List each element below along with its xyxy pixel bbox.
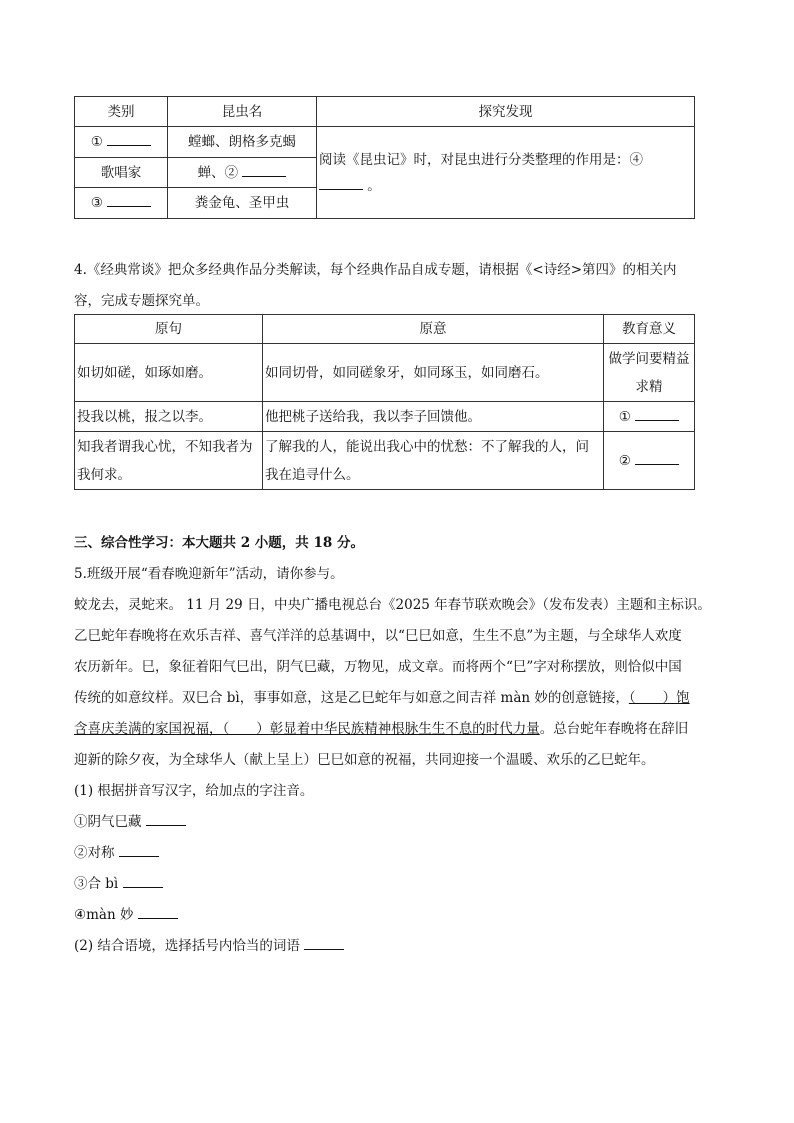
table-header: 原意	[263, 315, 604, 344]
passage-line: 农历新年。巳，象征着阳气巳出，阴气巳藏，万物见，成文章。而将两个“巳”字对称摆放，则恰似中国	[74, 659, 682, 675]
table-cell: 歌唱家	[75, 158, 168, 188]
table-header: 探究发现	[317, 97, 695, 127]
table-cell: 他把桃子送给我，我以李子回馈他。	[263, 402, 604, 432]
table-cell: 如同切骨，如同磋象牙，如同琢玉，如同磨石。	[263, 344, 604, 402]
table-cell: 做学问要精益 求精	[604, 344, 695, 402]
answer-blank[interactable]	[123, 873, 163, 888]
question-4-line1: 4.《经典常谈》把众多经典作品分类解读，每个经典作品自成专题，请根据《<诗经>第四》的相关内	[74, 262, 677, 278]
table-cell: 投我以桃，报之以李。	[75, 402, 263, 432]
classics-study-table	[74, 314, 695, 490]
table-cell: 蝉、②	[168, 158, 317, 188]
answer-blank[interactable]	[146, 811, 186, 826]
passage-line: 传统的如意纹样。双巳合 bì，事事如意，这是乙巳蛇年与如意之间吉祥 màn 妙的创意链接，（ ）饱	[74, 690, 690, 706]
table-cell: ③	[75, 188, 168, 219]
passage-line: 乙巳蛇年春晚将在欢乐吉祥、喜气洋洋的总基调中，以“巳巳如意，生生不息”为主题，与全球华人欢度	[74, 628, 682, 644]
answer-blank[interactable]	[635, 406, 679, 421]
sub-question-2: (2) 结合语境，选择括号内恰当的词语	[74, 934, 724, 954]
table-header: 原句	[75, 315, 263, 344]
question-5-intro: 5.班级开展“看春晚迎新年”活动，请你参与。	[74, 566, 344, 582]
table-cell: ②	[604, 432, 695, 490]
answer-blank[interactable]	[138, 904, 178, 919]
answer-blank[interactable]	[304, 935, 344, 950]
table-cell: 螳螂、朗格多克蝎	[168, 127, 317, 158]
answer-blank[interactable]	[635, 450, 679, 465]
answer-blank[interactable]	[107, 192, 151, 207]
finding-cell: 阅读《昆虫记》时，对昆虫进行分类整理的作用是：④ 。	[317, 127, 695, 219]
answer-blank[interactable]	[119, 842, 159, 857]
passage-line: 含喜庆美满的家国祝福，（ ）彰显着中华民族精神根脉生生不息的时代力量。总台蛇年春晚将在辞旧	[74, 721, 689, 737]
passage-line: 迎新的除夕夜，为全球华人（献上呈上）巳巳如意的祝福，共同迎接一个温暖、欢乐的乙巳蛇年。	[74, 752, 655, 768]
table-cell: 了解我的人，能说出我心中的忧愁：不了解我的人，问 我在追寻什么。	[263, 432, 604, 490]
answer-blank[interactable]	[242, 162, 286, 177]
passage-line: 蛟龙去，灵蛇来。 11 月 29 日，中央广播电视总台《2025 年春节联欢晚会》（发布发表）主题和主标识。	[74, 597, 711, 613]
answer-blank[interactable]	[107, 131, 151, 146]
sub-item: ③合 bì	[74, 872, 724, 892]
question-4-line2: 容，完成专题探究单。	[74, 293, 209, 309]
sub-item: ②对称	[74, 841, 724, 861]
sub-item: ①阴气巳藏	[74, 810, 724, 830]
table-header: 教育意义	[604, 315, 695, 344]
section-heading: 三、综合性学习：本大题共 2 小题，共 18 分。	[74, 535, 364, 551]
table-cell: ①	[604, 402, 695, 432]
table-cell: ①	[75, 127, 168, 158]
answer-blank[interactable]	[319, 175, 363, 190]
table-cell: 知我者谓我心忧，不知我者为 我何求。	[75, 432, 263, 490]
table-header: 类别	[75, 97, 168, 127]
insect-classification-table	[74, 96, 695, 219]
sub-item: ④màn 妙	[74, 903, 724, 923]
sub-question-1: (1) 根据拼音写汉字，给加点的字注音。	[74, 783, 314, 799]
table-cell: 如切如磋，如琢如磨。	[75, 344, 263, 402]
table-header: 昆虫名	[168, 97, 317, 127]
table-cell: 粪金龟、圣甲虫	[168, 188, 317, 219]
